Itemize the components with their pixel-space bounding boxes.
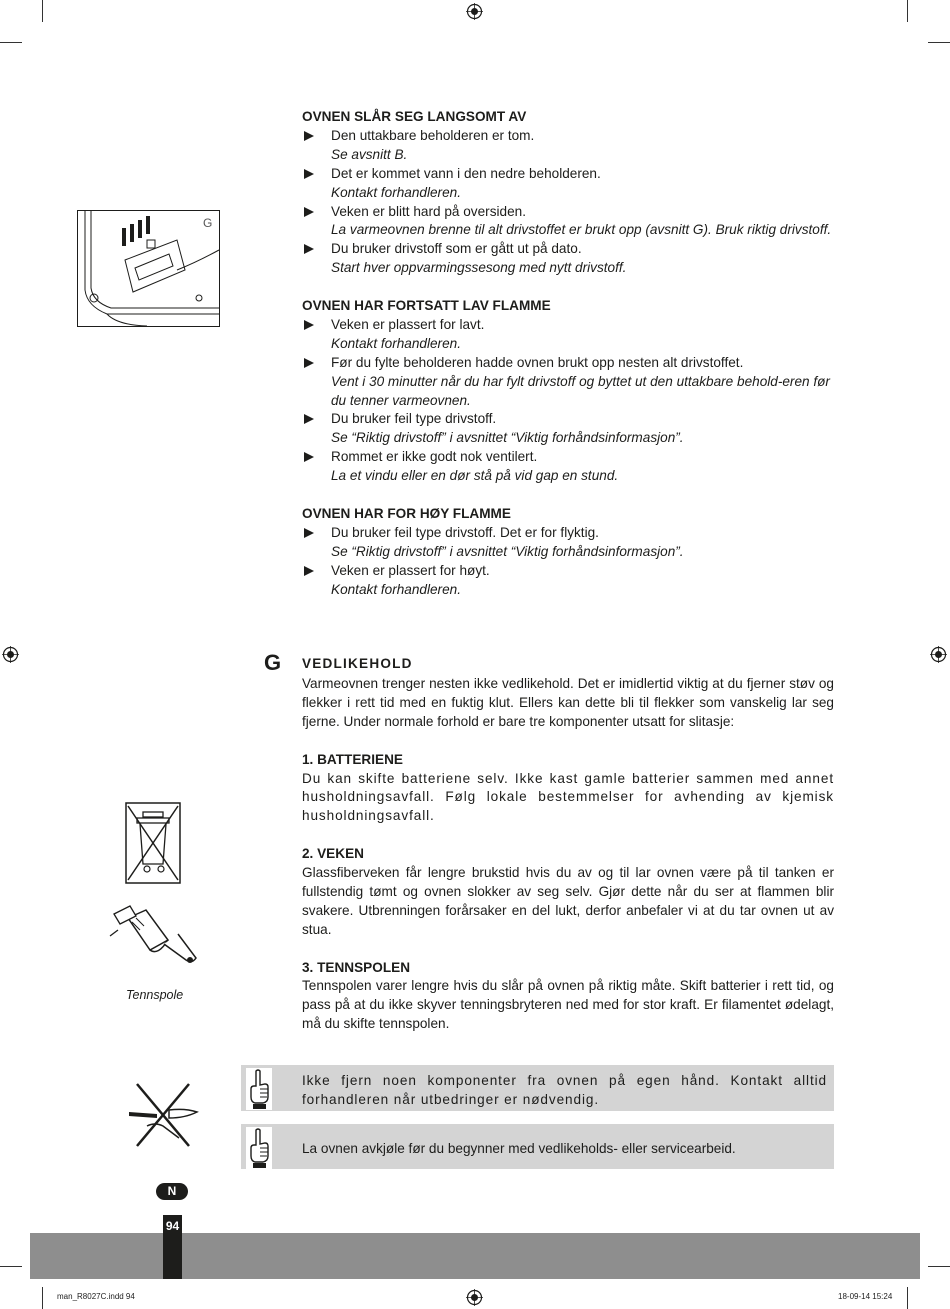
bullet-arrow-icon — [304, 244, 314, 254]
part-heading: 3. TENNSPOLEN — [302, 959, 411, 975]
part-heading: 1. BATTERIENE — [302, 751, 403, 767]
cause-text: Før du fylte beholderen hadde ovnen brukt opp nesten alt drivstoffet. — [331, 354, 744, 370]
maintenance-section — [302, 675, 834, 1034]
troubleshooting-heading: OVNEN HAR FOR HØY FLAMME — [302, 506, 511, 521]
part-text: Tennspolen varer lengre hvis du slår på ovnen på riktig måte. Skift batterier i rett tid, og pass på at du ikke skyver tenningsbryteren ned med for stor kraft. Er filamentet ødelagt, må du skifte tennspolen. — [302, 978, 834, 1032]
action-text: Se “Riktig drivstoff” i avsnittet “Viktig forhåndsinformasjon”. — [331, 430, 684, 446]
crop-mark — [928, 42, 950, 43]
crop-mark — [928, 1266, 950, 1267]
action-text: Kontakt forhandleren. — [331, 184, 461, 200]
action-text: La et vindu eller en dør stå på vid gap en stund. — [331, 468, 619, 484]
registration-mark-icon — [466, 1289, 483, 1306]
part-text: Du kan skifte batteriene selv. Ikke kast gamle batterier sammen med annet husholdningsavfall. Følg lokale bestemmelser for avhending av kjemisk husholdningsavfall. — [302, 770, 834, 824]
troubleshooting-item — [302, 316, 834, 354]
bullet-arrow-icon — [304, 566, 314, 576]
troubleshooting-heading: OVNEN HAR FORTSATT LAV FLAMME — [302, 298, 551, 314]
bullet-arrow-icon — [304, 414, 314, 424]
cause-text: Den uttakbare beholderen er tom. — [331, 127, 535, 143]
section-spacer — [302, 486, 834, 505]
action-text: Vent i 30 minutter når du har fylt drivstoff og byttet ut den uttakbare behold-eren før du tenner varmeovnen. — [331, 373, 830, 408]
action-text: Se avsnitt B. — [331, 146, 408, 162]
bullet-arrow-icon — [304, 131, 314, 141]
warning-note — [241, 1124, 834, 1169]
action-text: Se “Riktig drivstoff” i avsnittet “Viktig forhåndsinformasjon”. — [331, 543, 684, 559]
print-date-slug: 18-09-14 15:24 — [838, 1292, 893, 1301]
warning-note — [241, 1065, 834, 1111]
crop-mark — [0, 42, 22, 43]
igniter-icon — [106, 900, 202, 970]
troubleshooting-item — [302, 524, 834, 562]
cause-text: Veken er plassert for høyt. — [331, 562, 490, 578]
action-text: Kontakt forhandleren. — [331, 335, 461, 351]
file-slug: man_R8027C.indd 94 — [57, 1292, 135, 1301]
registration-mark-icon — [466, 3, 483, 20]
cause-text: Du bruker drivstoff som er gått ut på dato. — [331, 241, 582, 257]
troubleshooting-item — [302, 165, 834, 203]
registration-mark-icon — [930, 646, 947, 663]
maintenance-intro: Varmeovnen trenger nesten ikke vedlikehold. Det er imidlertid viktig at du fjerner støv og flekker i rett tid med en fuktig klut. Ellers kan dette bli til flekker som vanskelig lar seg fjerne. Under normale forhold er bare tre komponenter utsatt for slitasje: — [302, 676, 834, 729]
part-text: Glassfiberveken får lengre brukstid hvis du av og til lar ovnen være på til tanken er fullstendig tømt og ovnen slokker av seg selv. Gjør dette når du ser at flammen blir svakere. Utbrenningen forårsaker en del lukt, derfor anbefaler vi at du tar ovnen ut av stua. — [302, 865, 834, 937]
cause-text: Du bruker feil type drivstoff. — [331, 411, 497, 427]
troubleshooting-item — [302, 410, 834, 448]
troubleshooting-section — [302, 108, 834, 600]
troubleshooting-item — [302, 127, 834, 165]
cause-text: Det er kommet vann i den nedre beholderen. — [331, 165, 601, 181]
action-text: La varmeovnen brenne til alt drivstoffet er brukt opp (avsnitt G). Bruk riktig drivstoff. — [331, 222, 832, 238]
language-badge: N — [156, 1183, 188, 1200]
bullet-arrow-icon — [304, 358, 314, 368]
part-heading: 2. VEKEN — [302, 846, 364, 862]
note-text: Ikke fjern noen komponenter fra ovnen på egen hånd. Kontakt alltid forhandleren når utbedringer er nødvendig. — [302, 1073, 827, 1107]
action-text: Start hver oppvarmingssesong med nytt drivstoff. — [331, 260, 627, 276]
igniter-caption: Tennspole — [126, 988, 184, 1002]
troubleshooting-item — [302, 203, 834, 241]
crop-mark — [907, 1287, 908, 1309]
page-number: 94 — [165, 1219, 180, 1233]
bullet-arrow-icon — [304, 452, 314, 462]
troubleshooting-item — [302, 562, 834, 600]
cause-text: Du bruker feil type drivstoff. Det er for flyktig. — [331, 524, 599, 540]
registration-mark-icon — [2, 646, 19, 663]
no-tools-icon — [127, 1082, 199, 1148]
crossed-out-bin-icon — [125, 802, 181, 884]
pointing-hand-icon — [245, 1067, 273, 1111]
crop-mark — [42, 1287, 43, 1309]
figure-label: G — [203, 216, 213, 230]
troubleshooting-item — [302, 240, 834, 278]
pointing-hand-icon — [245, 1126, 273, 1170]
action-text: Kontakt forhandleren. — [331, 581, 461, 597]
section-letter: G — [264, 650, 282, 675]
heater-illustration — [77, 210, 220, 327]
section-spacer — [302, 278, 834, 297]
troubleshooting-item — [302, 354, 834, 411]
cause-text: Rommet er ikke godt nok ventilert. — [331, 449, 538, 465]
troubleshooting-item — [302, 448, 834, 486]
bullet-arrow-icon — [304, 169, 314, 179]
section-title: VEDLIKEHOLD — [302, 656, 413, 671]
bullet-arrow-icon — [304, 320, 314, 330]
cause-text: Veken er blitt hard på oversiden. — [331, 203, 526, 219]
note-text: La ovnen avkjøle før du begynner med vedlikeholds- eller servicearbeid. — [302, 1141, 736, 1156]
crop-mark — [0, 1266, 22, 1267]
crop-mark — [907, 0, 908, 22]
bullet-arrow-icon — [304, 207, 314, 217]
bullet-arrow-icon — [304, 528, 314, 538]
troubleshooting-heading: OVNEN SLÅR SEG LANGSOMT AV — [302, 109, 527, 124]
crop-mark — [42, 0, 43, 22]
cause-text: Veken er plassert for lavt. — [331, 316, 485, 332]
